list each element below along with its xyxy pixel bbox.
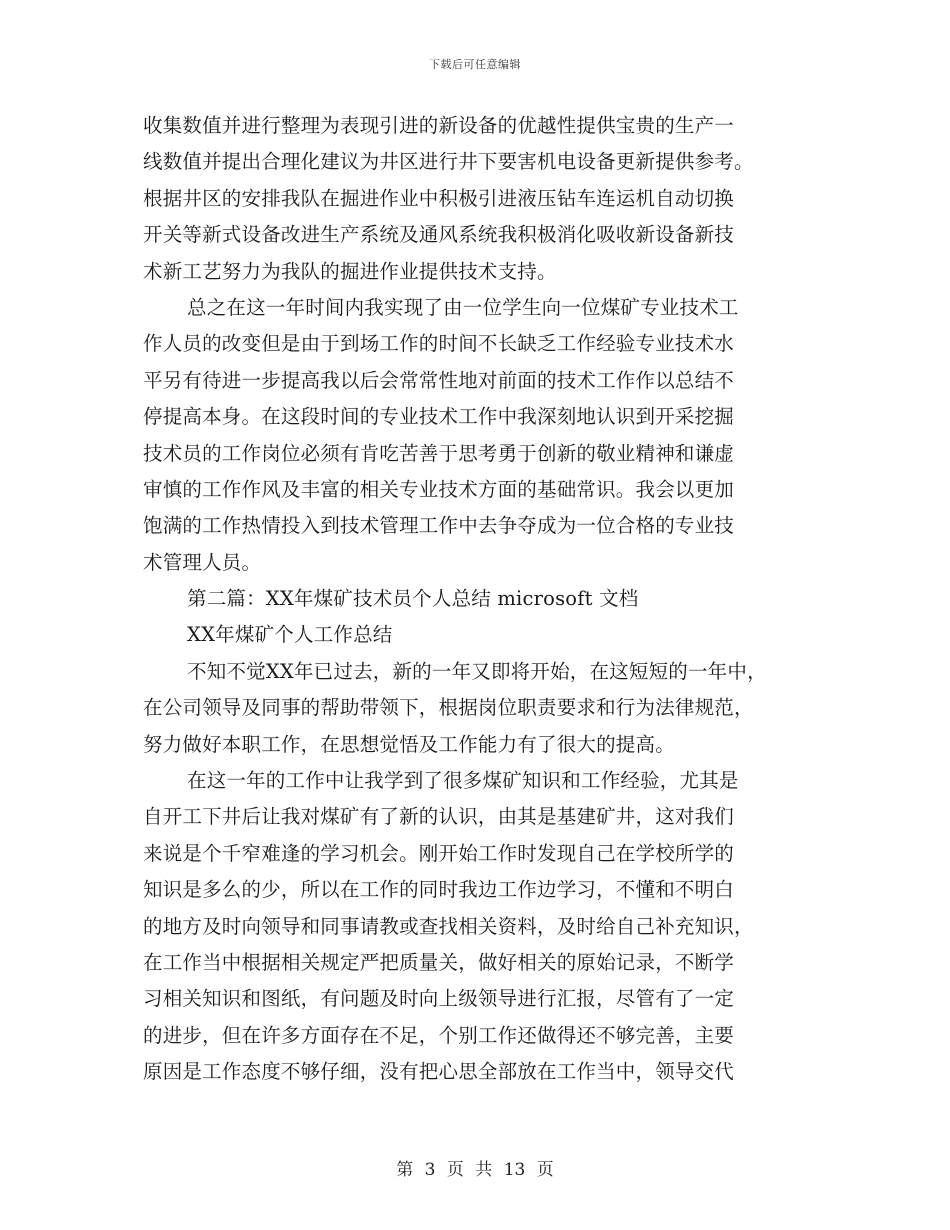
text-line: 术新工艺努力为我队的掘进作业提供技术支持。 [143, 259, 557, 283]
page-header-note: 下载后可任意编辑 [429, 58, 521, 71]
text-line: 原因是工作态度不够仔细，没有把心思全部放在工作当中，领导交代 [143, 1060, 735, 1084]
text-line: 自开工下井后让我对煤矿有了新的认识，由其是基建矿井，这对我们 [143, 805, 735, 829]
text-line: 开关等新式设备改进生产系统及通风系统我积极消化吸收新设备新技 [143, 223, 735, 247]
text-line: 饱满的工作热情投入到技术管理工作中去争夺成为一位合格的专业技 [143, 514, 735, 538]
text-line: XX年煤矿个人工作总结 [187, 623, 393, 647]
text-line: 总之在这一年时间内我实现了由一位学生向一位煤矿专业技术工 [187, 295, 739, 319]
document-body [143, 108, 803, 1091]
text-line: 习相关知识和图纸，有问题及时向上级领导进行汇报，尽管有了一定 [143, 987, 735, 1011]
text-line: 努力做好本职工作，在思想觉悟及工作能力有了很大的提高。 [143, 732, 675, 756]
text-line: 在公司领导及同事的帮助带领下，根据岗位职责要求和行为法律规范， [143, 696, 754, 720]
text-line: 不知不觉XX年已过去，新的一年又即将开始，在这短短的一年中， [187, 659, 767, 683]
text-line: 在工作当中根据相关规定严把质量关，做好相关的原始记录，不断学 [143, 950, 735, 974]
text-line: 来说是个千窄难逢的学习机会。刚开始工作时发现自己在学校所学的 [143, 841, 735, 865]
text-line: 的进步，但在许多方面存在不足，个别工作还做得还不够完善，主要 [143, 1023, 735, 1047]
text-line: 知识是多么的少，所以在工作的同时我边工作边学习，不懂和不明白 [143, 878, 735, 902]
text-line: 第二篇：XX年煤矿技术员个人总结 microsoft 文档 [187, 587, 639, 611]
text-line: 技术员的工作岗位必须有肯吃苦善于思考勇于创新的敬业精神和谦虚 [143, 441, 735, 465]
text-line: 停提高本身。在这段时间的专业技术工作中我深刻地认识到开采挖掘 [143, 405, 735, 429]
text-line: 术管理人员。 [143, 550, 262, 574]
text-line: 线数值并提出合理化建议为井区进行井下要害机电设备更新提供参考。 [143, 150, 754, 174]
text-line: 的地方及时向领导和同事请教或查找相关资料，及时给自己补充知识， [143, 914, 754, 938]
page-number: 第 3 页 共 13 页 [396, 1160, 554, 1180]
text-line: 收集数值并进行整理为表现引进的新设备的优越性提供宝贵的生产一 [143, 114, 735, 137]
text-line: 在这一年的工作中让我学到了很多煤矿知识和工作经验，尤其是 [187, 769, 739, 793]
text-line: 平另有待进一步提高我以后会常常性地对前面的技术工作作以总结不 [143, 368, 735, 392]
text-line: 审慎的工作作风及丰富的相关专业技术方面的基础常识。我会以更加 [143, 477, 735, 501]
text-line: 作人员的改变但是由于到场工作的时间不长缺乏工作经验专业技术水 [143, 332, 735, 356]
text-line: 根据井区的安排我队在掘进作业中积极引进液压钻车连运机自动切换 [143, 186, 735, 210]
